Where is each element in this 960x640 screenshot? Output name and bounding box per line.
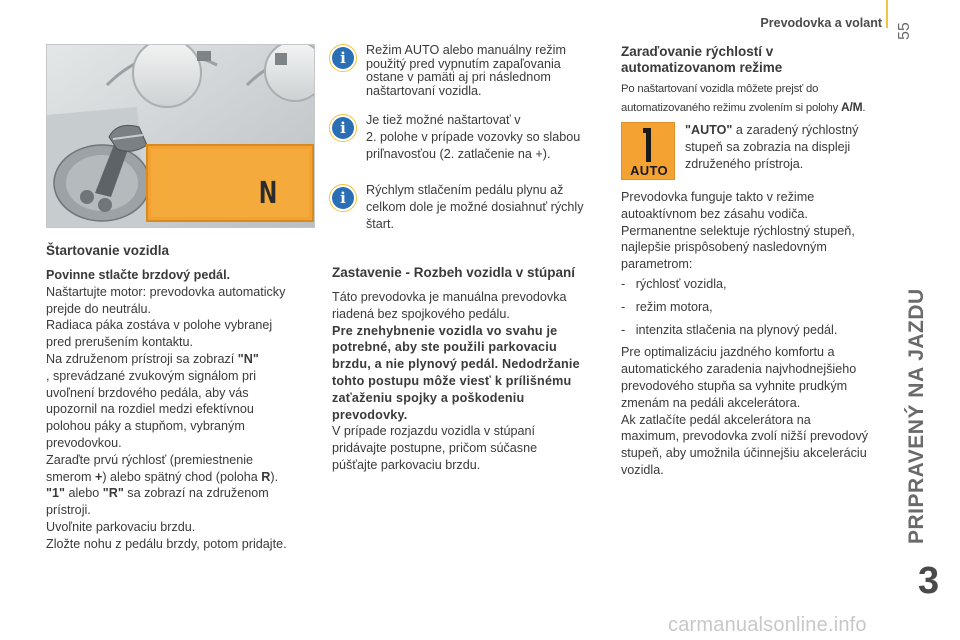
gear-lever-photo: [46, 44, 315, 228]
instruction-line: smerom +) alebo spätný chod (poloha R).: [46, 469, 279, 484]
note-line: priľnavosťou (2. zatlačenie na +).: [366, 146, 551, 161]
intro-line: automatizovaného režimu zvolením si polohy A/M.: [621, 100, 866, 114]
para-line: Táto prevodovka je manuálna prevodovka: [332, 290, 567, 304]
warning-line: prevodovky.: [332, 407, 408, 422]
gear-lever-illustration: [47, 45, 315, 228]
hill-start-text: [332, 289, 602, 474]
para-line: vozidla.: [621, 462, 664, 477]
note-line: Rýchlym stlačením pedálu plynu až: [366, 183, 564, 197]
instruction-line: , sprevádzané zvukovým signálom pri: [46, 368, 256, 383]
instruction-line: Radiaca páka zostáva v polohe vybranej: [46, 318, 273, 333]
auto-mode-display-icon: [621, 122, 675, 180]
desc-line: "AUTO" a zaradený rýchlostný: [685, 123, 859, 137]
note-line: naštartovaní vozidla.: [366, 83, 482, 98]
para-line: Pre optimalizáciu jazdného komfortu a: [621, 345, 835, 360]
watermark: carmanualsonline.info: [668, 614, 867, 636]
warning-line: brzdu, a nie plynový pedál. Nedodržanie: [332, 357, 580, 372]
info-note-fast-start: [366, 182, 611, 232]
desc-line: stupeň sa zobrazia na displeji: [685, 139, 851, 154]
section-title-automated-mode: [621, 44, 782, 75]
para-line: zmenám na pedáli akcelerátora.: [621, 395, 801, 410]
para-line: V prípade rozjazdu vozidla v stúpaní: [332, 424, 536, 439]
chapter-number: 3: [918, 560, 940, 602]
automated-mode-intro: [621, 80, 891, 117]
para-line: parametrom:: [621, 257, 693, 272]
instruction-line: uvoľnení brzdového pedála, aby vás: [46, 385, 249, 400]
note-line: celkom dole je možné dosiahnuť rýchly: [366, 199, 584, 214]
auto-label: AUTO: [630, 163, 668, 178]
note-line: ostane v pamäti aj pri následnom: [366, 70, 551, 84]
bullet-item: - rýchlosť vozidla,: [621, 276, 727, 291]
desc-line: združeného prístroja.: [685, 156, 804, 171]
section-title-starting: Štartovanie vozidla: [46, 243, 170, 258]
instruction-line: polohou páky a stupňom, vybraným: [46, 419, 245, 434]
para-line: stupeň, aby umožnila účinnejšiu akceleráciu: [621, 446, 867, 461]
para-line: pridávajte postupne, pričom súčasne: [332, 441, 538, 456]
header-accent-rule: [886, 0, 888, 28]
section-title-hill-start: Zastavenie - Rozbeh vozidla v stúpaní: [332, 265, 576, 280]
instruction-line: Uvoľnite parkovaciu brzdu.: [46, 519, 196, 534]
instruction-line: Zložte nohu z pedálu brzdy, potom pridajte.: [46, 536, 287, 551]
running-header: Prevodovka a volant: [760, 16, 882, 30]
gear-digit-icon: [641, 127, 657, 163]
info-icon: i: [332, 47, 354, 69]
title-line: Zaraďovanie rýchlostí v: [621, 44, 774, 59]
title-line: automatizovanom režime: [621, 59, 783, 75]
instruction-line: "1" alebo "R" sa zobrazí na združenom: [46, 486, 269, 501]
note-line: štart.: [366, 216, 394, 231]
para-line: automatického zaradenia najvhodnejšieho: [621, 362, 857, 377]
instruction-line: Na združenom prístroji sa zobrazí "N": [46, 351, 259, 366]
note-line: použitý pred vypnutím zapaľovania: [366, 56, 561, 71]
info-icon: i: [332, 187, 354, 209]
instruction-line: prevodovkou.: [46, 435, 122, 450]
para-line: Prevodovka funguje takto v režime: [621, 190, 815, 204]
page-number-text: 55: [896, 22, 913, 40]
warning-line: potrebné, aby ste použili parkovaciu: [332, 340, 557, 355]
intro-line: Po naštartovaní vozidla môžete prejsť do: [621, 83, 819, 95]
note-line: Režim AUTO alebo manuálny režim: [366, 43, 566, 57]
warning-line: Pre znehybnenie vozidla vo svahu je: [332, 323, 558, 338]
note-line: Je tiež možné naštartovať v: [366, 113, 521, 127]
para-line: púšťajte parkovaciu brzdu.: [332, 457, 481, 472]
gear-display-text: N: [259, 176, 278, 211]
starting-instructions: [46, 267, 311, 553]
instruction-line: Povinne stlačte brzdový pedál.: [46, 268, 231, 282]
page-number: [896, 0, 914, 40]
bullet-item: - intenzita stlačenia na plynový pedál.: [621, 322, 838, 337]
warning-line: zaťaženiu spojky a poškodeniu: [332, 390, 525, 405]
info-note-memory: [366, 44, 606, 98]
para-line: autoaktívnom bez zásahu vodiča.: [621, 206, 808, 221]
instruction-line: Zaraďte prvú rýchlosť (premiestnenie: [46, 452, 254, 467]
instruction-line: Naštartujte motor: prevodovka automaticky: [46, 284, 286, 299]
info-note-second-gear: [366, 112, 606, 162]
instruction-line: pred prerušením kontaktu.: [46, 335, 194, 350]
para-line: riadená bez spojkového pedálu.: [332, 306, 510, 321]
warning-line: tohto postupu môže viesť k prílišnému: [332, 373, 572, 388]
instruction-line: prejde do neutrálu.: [46, 301, 152, 316]
warning-block: [332, 323, 602, 424]
automated-mode-text: [621, 189, 896, 479]
para-line: najlepšie prispôsobený nasledovným: [621, 240, 827, 255]
bullet-item: - režim motora,: [621, 299, 713, 314]
para-line: Permanentne selektuje rýchlostný stupeň,: [621, 223, 855, 238]
instruction-line: upozornil na rozdiel medzi efektívnou: [46, 402, 254, 417]
auto-display-description: [685, 122, 885, 172]
chapter-side-tab: PRIPRAVENÝ NA JAZDU: [905, 288, 928, 544]
para-line: prevodového stupňa sa vyhnite prudkým: [621, 378, 848, 393]
instruction-line: prístroji.: [46, 503, 91, 518]
para-line: Ak zatlačíte pedál akcelerátora na: [621, 412, 811, 427]
note-line: 2. polohe v prípade vozovky so slabou: [366, 129, 581, 144]
info-icon: i: [332, 117, 354, 139]
para-line: maximum, prevodovka zvolí nižší prevodový: [621, 429, 869, 444]
